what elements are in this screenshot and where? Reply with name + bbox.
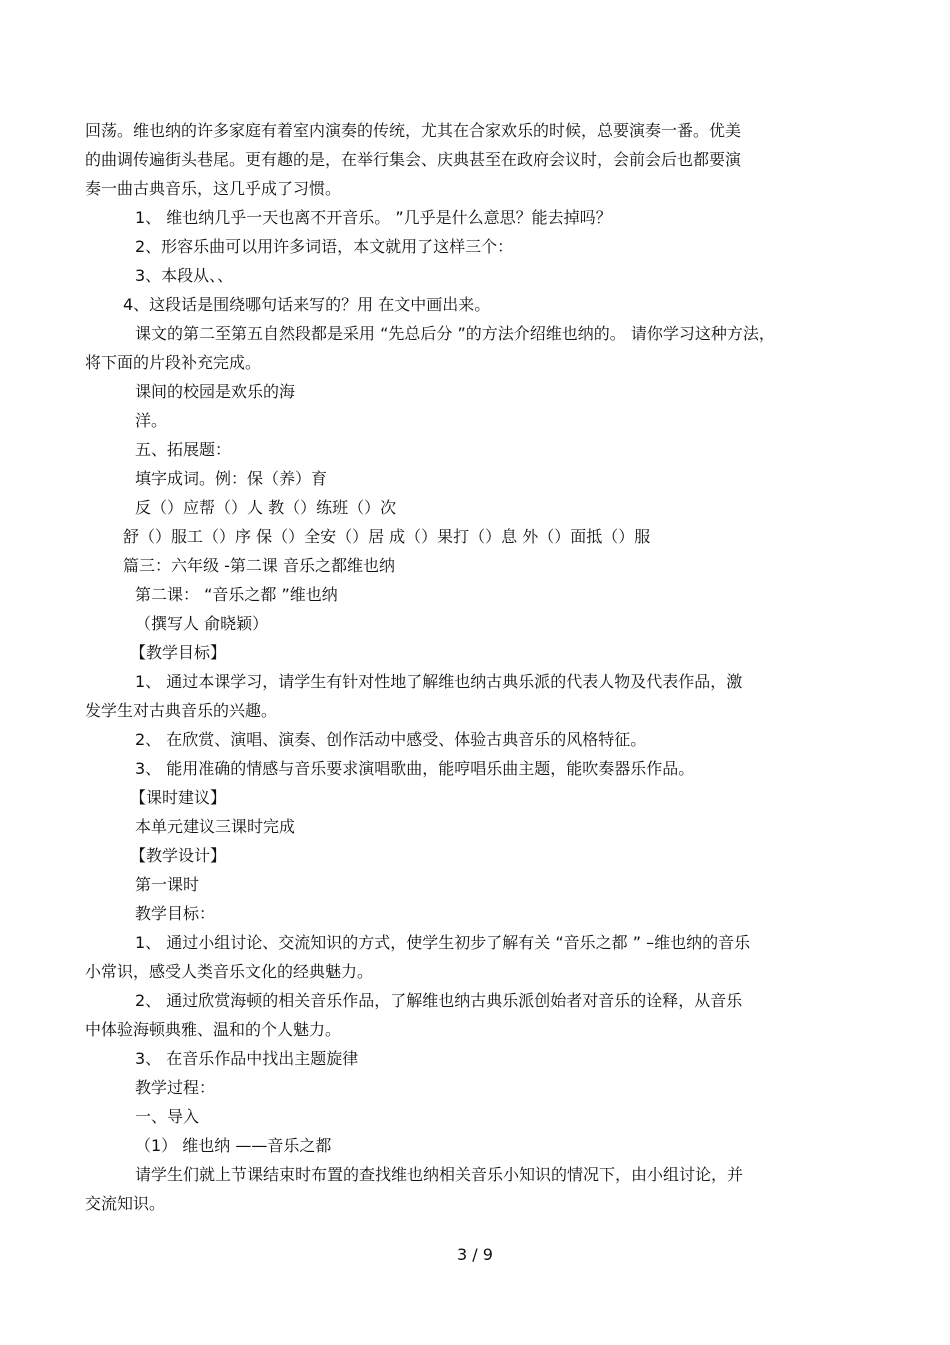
author-line: （撰写人 俞晓颖）: [135, 614, 269, 633]
text-line: 课文的第二至第五自然段都是采用 “先总后分 ”的方法介绍维也纳的。 请你学习这种方法，: [135, 324, 775, 343]
text-line: 教学目标：: [135, 904, 216, 923]
text-line: 课间的校园是欢乐的海: [135, 382, 296, 401]
lesson-title: 第二课： “音乐之都 ”维也纳: [135, 585, 338, 604]
text-line: 1、 通过小组讨论、交流知识的方式，使学生初步了解有关 “音乐之都 ” –维也纳的音乐: [135, 933, 751, 952]
heading-class-hours: 【课时建议】: [130, 788, 227, 807]
text-line: 4、这段话是围绕哪句话来写的？用 在文中画出来。: [123, 295, 491, 314]
text-line: 的曲调传遍街头巷尾。更有趣的是，在举行集会、庆典甚至在政府会议时，会前会后也都要演: [85, 150, 742, 169]
text-line: 1、 维也纳几乎一天也离不开音乐。 ”几乎是什么意思？能去掉吗？: [135, 208, 612, 227]
text-line: 2、 通过欣赏海顿的相关音乐作品，了解维也纳古典乐派创始者对音乐的诠释，从音乐: [135, 991, 743, 1010]
text-line: 填字成词。例：保（养）育: [135, 469, 328, 488]
text-line: 请学生们就上节课结束时布置的查找维也纳相关音乐小知识的情况下，由小组讨论，并: [135, 1165, 744, 1184]
text-line: 一、导入: [135, 1107, 200, 1126]
text-line: 反（）应帮（）人 教（）练班（）次: [135, 498, 397, 517]
text-line: 2、 在欣赏、演唱、演奏、创作活动中感受、体验古典音乐的风格特征。: [135, 730, 647, 749]
text-line: 舒（）服工（）序 保（）全安（）居 成（）果打（）息 外（）面抵（）服: [123, 527, 651, 546]
text-line: 奏一曲古典音乐，这几乎成了习惯。: [85, 179, 342, 198]
text-line: 本单元建议三课时完成: [135, 817, 296, 836]
text-line: 交流知识。: [85, 1194, 166, 1213]
text-line: 发学生对古典音乐的兴趣。: [85, 701, 278, 720]
text-line: 3、 在音乐作品中找出主题旋律: [135, 1049, 359, 1068]
text-line: 将下面的片段补充完成。: [85, 353, 262, 372]
text-line: 第一课时: [135, 875, 200, 894]
heading-teaching-goals: 【教学目标】: [130, 643, 227, 662]
text-line: （1） 维也纳 ——音乐之都: [135, 1136, 332, 1155]
text-line: 2、形容乐曲可以用许多词语，本文就用了这样三个：: [135, 237, 514, 256]
section-heading: 篇三：六年级 -第二课 音乐之都维也纳: [123, 556, 395, 575]
text-line: 教学过程：: [135, 1078, 216, 1097]
text-line: 小常识，感受人类音乐文化的经典魅力。: [85, 962, 374, 981]
page-number: 3 / 9: [457, 1245, 493, 1264]
text-line: 洋。: [135, 411, 168, 430]
text-line: 1、 通过本课学习，请学生有针对性地了解维也纳古典乐派的代表人物及代表作品，激: [135, 672, 743, 691]
text-line: 回荡。维也纳的许多家庭有着室内演奏的传统，尤其在合家欢乐的时候，总要演奏一番。优美: [85, 121, 742, 140]
text-line: 3、本段从、、: [135, 266, 234, 285]
text-line: 3、 能用准确的情感与音乐要求演唱歌曲，能哼唱乐曲主题，能吹奏器乐作品。: [135, 759, 695, 778]
text-line: 五、拓展题：: [135, 440, 232, 459]
heading-teaching-design: 【教学设计】: [130, 846, 227, 865]
text-line: 中体验海顿典雅、温和的个人魅力。: [85, 1020, 342, 1039]
